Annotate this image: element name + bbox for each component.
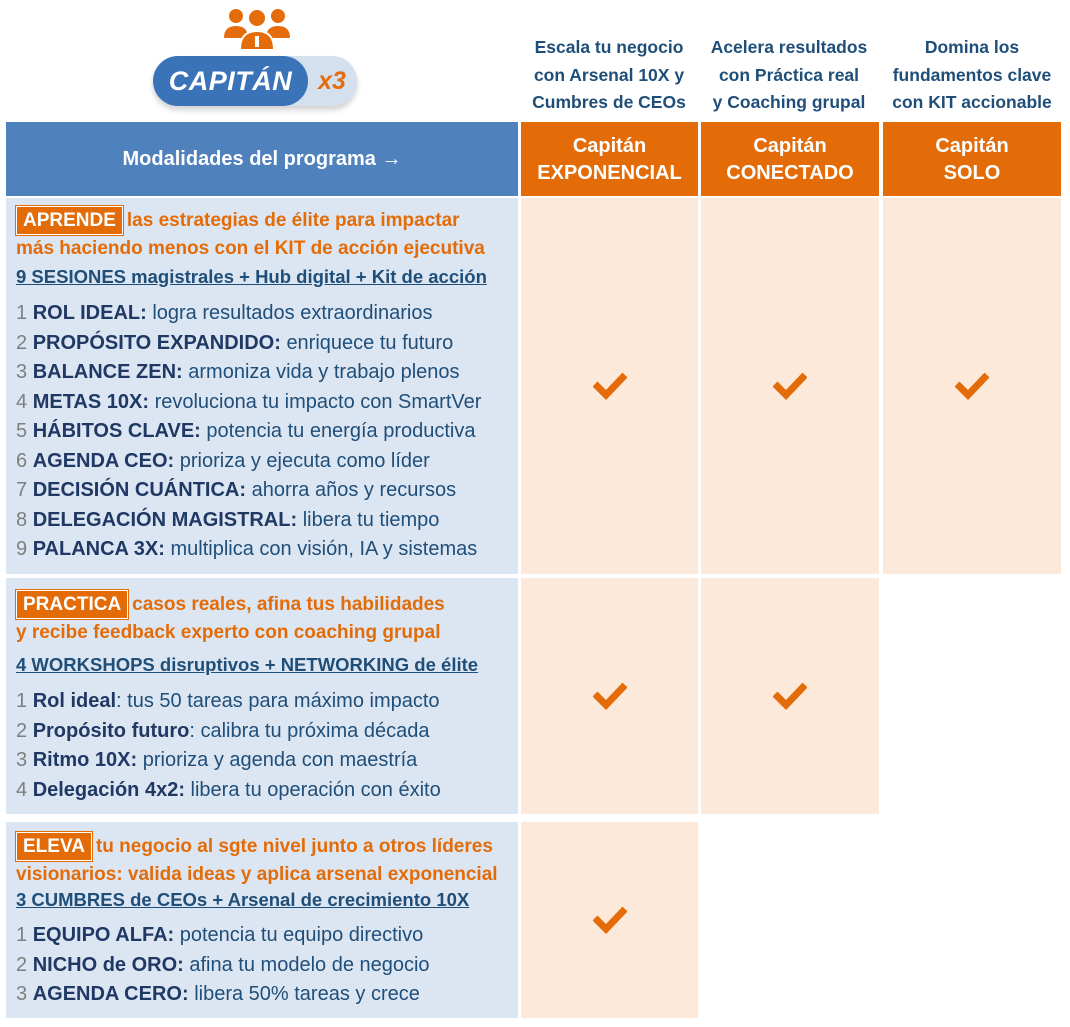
list-item: 3 BALANCE ZEN: armoniza vida y trabajo plenos (16, 361, 460, 383)
cell-practica-conectado (701, 578, 879, 814)
list-item: 9 PALANCA 3X: multiplica con visión, IA y sistemas (16, 538, 478, 560)
check-icon (773, 370, 807, 402)
workshop-list (16, 687, 518, 805)
lead-line: casos reales, afina tus habilidades (132, 594, 445, 615)
section-lead (16, 590, 518, 647)
caption-exponencial (520, 34, 698, 117)
column-header-solo (883, 122, 1061, 196)
column-title-line: EXPONENCIAL (537, 162, 682, 184)
section-lead (16, 832, 518, 889)
caption-line: con Arsenal 10X y (533, 64, 685, 85)
list-item: 4 Delegación 4x2: libera tu operación con éxito (16, 778, 441, 801)
lead-line: tu negocio al sgte nivel junto a otros líderes (95, 836, 493, 857)
caption-line: Cumbres de CEOs (532, 92, 686, 112)
list-item: 3 AGENDA CERO: libera 50% tareas y crece (16, 983, 420, 1005)
column-title-line: Capitán (753, 135, 827, 157)
list-item: 7 DECISIÓN CUÁNTICA: ahorra años y recursos (16, 479, 457, 501)
lead-line: y recibe feedback experto con coaching grupal (16, 622, 441, 643)
column-title-line: CONECTADO (726, 162, 854, 184)
column-title-line: Capitán (935, 135, 1009, 157)
check-icon (593, 370, 627, 402)
caption-line: Escala tu negocio (534, 37, 684, 57)
section-practica (6, 578, 518, 814)
list-item: 2 PROPÓSITO EXPANDIDO: enriquece tu futuro (16, 331, 454, 354)
column-header-exponencial (521, 122, 698, 196)
list-item: 4 METAS 10X: revoluciona tu impacto con SmartVer (16, 390, 482, 413)
session-list (16, 299, 518, 565)
caption-line: Domina los (924, 37, 1020, 57)
lead-line: las estrategias de élite para impactar (126, 210, 460, 231)
list-item: 5 HÁBITOS CLAVE: potencia tu energía productiva (16, 420, 476, 442)
section-link[interactable]: 9 SESIONES magistrales + Hub digital + Kit de acción (16, 266, 487, 287)
column-title-line: Capitán (572, 135, 647, 157)
list-item: 8 DELEGACIÓN MAGISTRAL: libera tu tiempo (16, 508, 440, 531)
section-eleva (6, 822, 518, 1018)
list-item: 1 ROL IDEAL: logra resultados extraordinarios (16, 302, 433, 324)
section-link[interactable]: 3 CUMBRES de CEOs + Arsenal de crecimiento 10X (16, 889, 470, 910)
section-lead (16, 206, 518, 263)
check-icon (593, 680, 627, 712)
check-icon (773, 680, 807, 712)
section-tag: ELEVA (16, 832, 92, 861)
check-icon (593, 904, 627, 936)
capitan-logo (150, 2, 362, 120)
summit-list (16, 921, 518, 1010)
list-item: 1 EQUIPO ALFA: potencia tu equipo directivo (16, 924, 424, 946)
check-icon (955, 370, 989, 402)
column-title-line: SOLO (943, 162, 1001, 184)
list-item: 3 Ritmo 10X: prioriza y agenda con maestría (16, 749, 418, 771)
caption-line: y Coaching grupal (712, 92, 866, 112)
lead-line: más haciendo menos con el KIT de acción ejecutiva (16, 238, 485, 259)
caption-conectado (699, 34, 879, 117)
cell-aprende-exponencial (521, 198, 698, 574)
cell-aprende-solo (883, 198, 1061, 574)
section-link[interactable]: 4 WORKSHOPS disruptivos + NETWORKING de élite (16, 654, 479, 675)
cell-practica-exponencial (521, 578, 698, 814)
cell-aprende-conectado (701, 198, 879, 574)
section-tag: PRACTICA (16, 590, 128, 619)
list-item: 2 Propósito futuro: calibra tu próxima década (16, 719, 430, 742)
people-icon (222, 4, 292, 54)
list-item: 1 Rol ideal: tus 50 tareas para máximo impacto (16, 690, 440, 712)
list-item: 6 AGENDA CEO: prioriza y ejecuta como líder (16, 449, 430, 472)
column-header-conectado (701, 122, 879, 196)
logo-multiplier: x3 (318, 67, 346, 95)
section-aprende (6, 198, 518, 574)
logo-name: CAPITÁN (168, 66, 293, 96)
section-tag: APRENDE (16, 206, 123, 235)
caption-line: con Práctica real (718, 64, 860, 85)
caption-solo (882, 34, 1062, 117)
cell-eleva-exponencial (521, 822, 698, 1018)
lead-line: visionarios: valida ideas y aplica arsenal exponencial (16, 864, 498, 885)
list-item: 2 NICHO de ORO: afina tu modelo de negocio (16, 953, 430, 976)
modalities-header: Modalidades del programa → (6, 122, 518, 196)
caption-line: con KIT accionable (892, 92, 1052, 112)
caption-line: fundamentos clave (892, 64, 1052, 85)
caption-line: Acelera resultados (710, 37, 868, 57)
